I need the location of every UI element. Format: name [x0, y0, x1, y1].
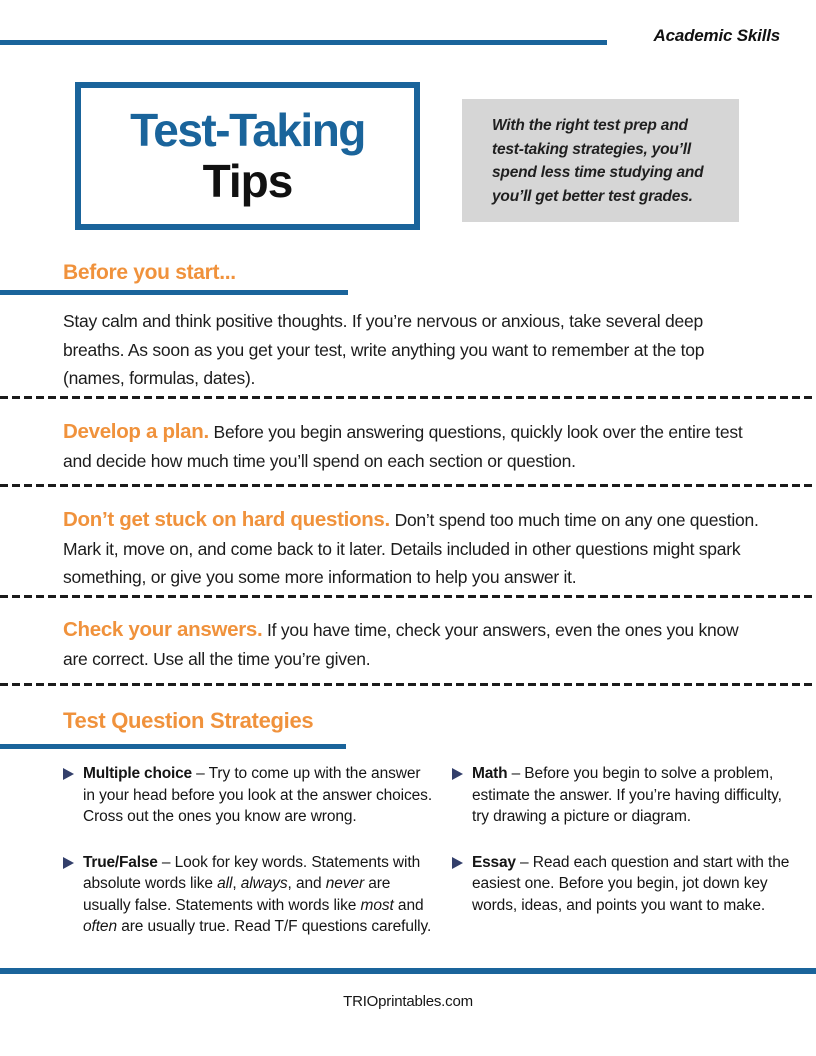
triangle-bullet-icon [452, 857, 463, 869]
strategy-item-text: True/False – Look for key words. Statements with absolute words like all, always, and never are usually false. Statements with words like most and often are usually true. Read T/F questions carefully. [83, 853, 432, 935]
strategy-item [452, 852, 790, 917]
strategy-item [63, 763, 435, 828]
footer-divider-rule [0, 968, 816, 974]
footer-site-label: TRIOprintables.com [343, 993, 473, 1010]
strategy-item-text: Multiple choice – Try to come up with the answer in your head before you look at the answer choices. Cross out the ones you know are wrong. [83, 765, 433, 825]
tip-check-your-answers [63, 616, 755, 673]
heading-underline-strategies [0, 744, 346, 749]
section-heading-test-question-strategies: Test Question Strategies [63, 708, 314, 733]
strategy-item-text: Math – Before you begin to solve a problem, estimate the answer. If you’re having difficulty, try drawing a picture or diagram. [472, 765, 782, 825]
tip-body: If you have time, check your answers, even the ones you know are correct. Use all the time you’re given. [63, 620, 739, 669]
page-title-line1: Test-Taking [130, 104, 365, 157]
strategy-item [452, 763, 790, 828]
brand-label: Academic Skills [653, 26, 780, 45]
intro-text: With the right test prep and test-taking strategies, you’ll spend less time studying and you’ll get better test grades. [492, 117, 704, 205]
section-heading-before-you-start: Before you start... [63, 261, 236, 284]
strategy-item-text: Essay – Read each question and start with the easiest one. Before you begin, jot down key words, ideas, and points you want to make. [472, 853, 790, 914]
page-title-line2: Tips [202, 155, 293, 207]
top-divider-rule [0, 40, 607, 45]
dashed-divider-1 [0, 396, 816, 399]
tip-lead: Develop a plan. [63, 420, 209, 443]
dashed-divider-2 [0, 484, 816, 487]
tip-dont-get-stuck [63, 506, 769, 592]
tip-body: Don’t spend too much time on any one question. Mark it, move on, and come back to it later. Details included in other questions might spark something, or give you some more information to help you answer it. [63, 510, 759, 587]
intro-callout-box [462, 99, 739, 222]
tip-lead: Check your answers. [63, 618, 263, 641]
strategies-column-right [452, 763, 790, 938]
triangle-bullet-icon [63, 857, 74, 869]
tip-lead: Don’t get stuck on hard questions. [63, 508, 390, 531]
dashed-divider-4 [0, 683, 816, 686]
strategies-column-left [63, 763, 435, 938]
tip-develop-a-plan [63, 418, 763, 475]
title-box [75, 82, 420, 230]
tip-body: Before you begin answering questions, quickly look over the entire test and decide how much time you’ll spend on each section or question. [63, 422, 743, 471]
triangle-bullet-icon [63, 768, 74, 780]
dashed-divider-3 [0, 595, 816, 598]
strategy-item [63, 852, 435, 938]
triangle-bullet-icon [452, 768, 463, 780]
before-body-text: Stay calm and think positive thoughts. If you’re nervous or anxious, take several deep breaths. As soon as you get your test, write anything you want to remember at the top (names, formulas, dates). [63, 311, 705, 388]
strategies-columns [63, 763, 790, 938]
heading-underline-before [0, 290, 348, 295]
